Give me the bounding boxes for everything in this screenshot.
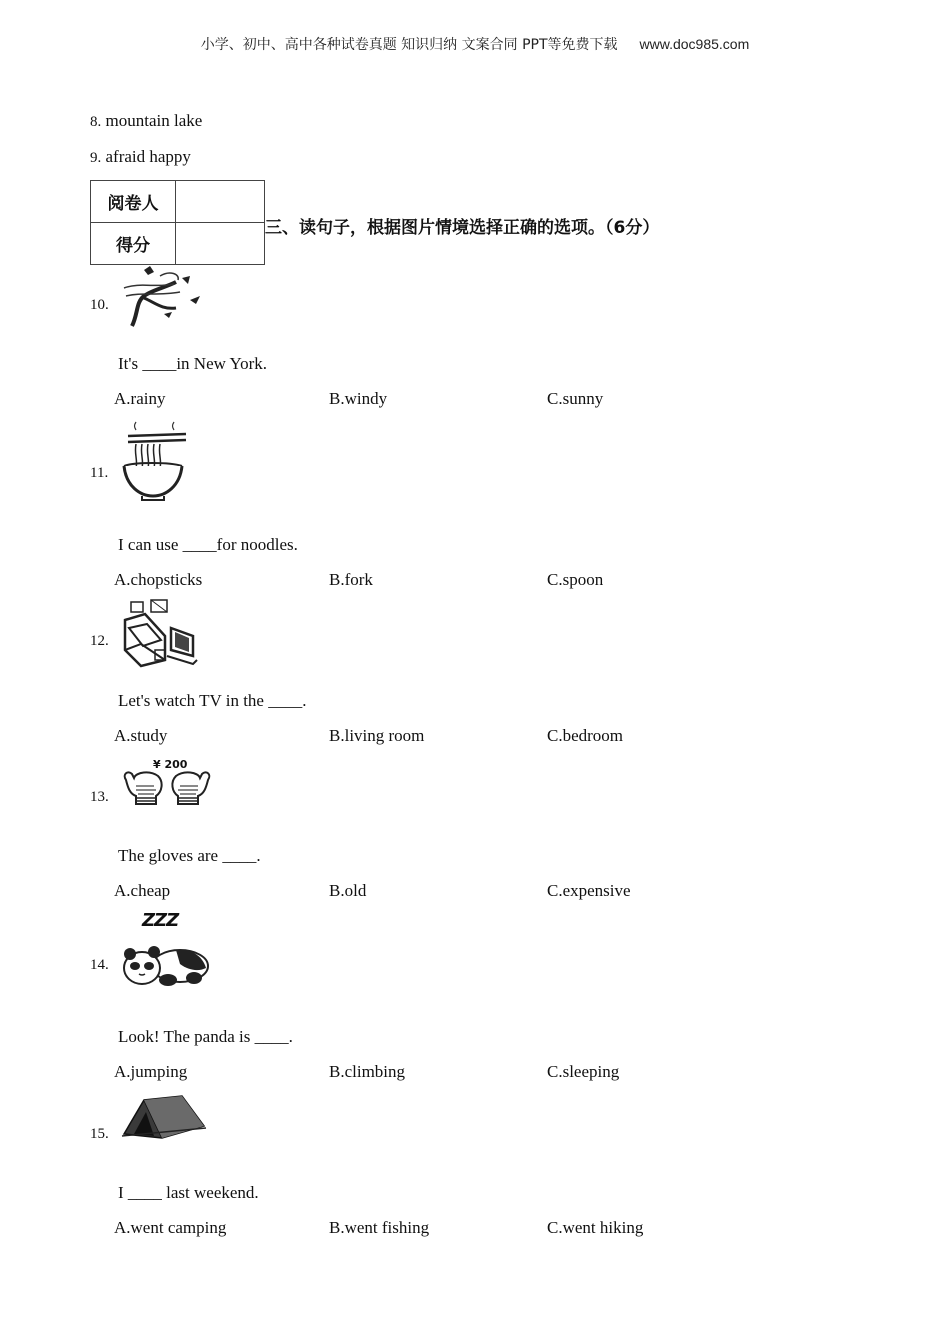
option-letter: C. bbox=[547, 1218, 563, 1237]
option-letter: B. bbox=[329, 881, 345, 900]
option-a[interactable] bbox=[114, 389, 165, 409]
option-letter: B. bbox=[329, 570, 345, 589]
option-text: chopsticks bbox=[130, 570, 203, 589]
option-text: went hiking bbox=[562, 1218, 644, 1237]
option-b[interactable] bbox=[329, 389, 387, 409]
living-room-icon bbox=[121, 600, 199, 670]
gloves-icon bbox=[122, 770, 212, 808]
header-site: www.doc985.com bbox=[639, 36, 750, 52]
option-b[interactable] bbox=[329, 726, 424, 746]
option-text: living room bbox=[344, 726, 425, 745]
option-text: sunny bbox=[562, 389, 604, 408]
option-text: sleeping bbox=[562, 1062, 620, 1081]
option-text: went camping bbox=[130, 1218, 227, 1237]
option-a[interactable] bbox=[114, 726, 167, 746]
score-cell bbox=[176, 223, 265, 265]
question-sentence: Look! The panda is ____. bbox=[118, 1027, 293, 1046]
answer-text: mountain lake bbox=[105, 111, 203, 130]
option-c[interactable] bbox=[547, 1218, 643, 1238]
reviewer-label: 阅卷人 bbox=[91, 181, 176, 223]
option-letter: A. bbox=[114, 881, 131, 900]
page-header bbox=[0, 34, 950, 54]
option-letter: A. bbox=[114, 726, 131, 745]
option-letter: C. bbox=[547, 1062, 563, 1081]
sleep-zzz-text: ZZZ bbox=[142, 910, 179, 931]
option-text: fork bbox=[344, 570, 373, 589]
answer-text: afraid happy bbox=[105, 147, 191, 166]
option-b[interactable] bbox=[329, 570, 373, 590]
option-c[interactable] bbox=[547, 1062, 619, 1082]
option-b[interactable] bbox=[329, 1218, 429, 1238]
option-letter: B. bbox=[329, 1062, 345, 1081]
option-c[interactable] bbox=[547, 389, 603, 409]
score-table bbox=[90, 180, 265, 265]
question-sentence: I can use ____for noodles. bbox=[118, 535, 298, 554]
question-sentence: The gloves are ____. bbox=[118, 846, 261, 865]
question-sentence: I ____ last weekend. bbox=[118, 1183, 259, 1202]
option-text: old bbox=[344, 881, 367, 900]
option-letter: A. bbox=[114, 389, 131, 408]
option-text: windy bbox=[344, 389, 388, 408]
option-text: jumping bbox=[130, 1062, 188, 1081]
sleeping-panda-icon bbox=[122, 942, 210, 988]
question-number: 14. bbox=[90, 957, 109, 973]
option-a[interactable] bbox=[114, 570, 202, 590]
reviewer-cell bbox=[176, 181, 265, 223]
question-number: 12. bbox=[90, 633, 109, 649]
answer-number: 8. bbox=[90, 114, 102, 130]
option-text: climbing bbox=[344, 1062, 406, 1081]
option-letter: C. bbox=[547, 726, 563, 745]
option-b[interactable] bbox=[329, 881, 366, 901]
question-sentence: It's ____in New York. bbox=[118, 354, 267, 373]
question-number: 13. bbox=[90, 789, 109, 805]
score-label: 得分 bbox=[91, 223, 176, 265]
answer-item-9 bbox=[90, 147, 191, 167]
noodle-bowl-icon bbox=[120, 420, 190, 502]
section-title: 三、读句子，根据图片情境选择正确的选项。（6分） bbox=[265, 218, 660, 238]
wind-tree-icon bbox=[120, 266, 206, 330]
option-text: rainy bbox=[130, 389, 166, 408]
option-b[interactable] bbox=[329, 1062, 405, 1082]
option-text: spoon bbox=[562, 570, 604, 589]
option-a[interactable] bbox=[114, 881, 170, 901]
question-number: 15. bbox=[90, 1126, 109, 1142]
option-letter: A. bbox=[114, 570, 131, 589]
question-number: 10. bbox=[90, 297, 109, 313]
option-text: expensive bbox=[562, 881, 631, 900]
option-c[interactable] bbox=[547, 570, 603, 590]
question-sentence: Let's watch TV in the ____. bbox=[118, 691, 307, 710]
question-number: 11. bbox=[90, 465, 109, 481]
option-letter: B. bbox=[329, 389, 345, 408]
option-letter: C. bbox=[547, 881, 563, 900]
option-letter: B. bbox=[329, 726, 345, 745]
option-text: went fishing bbox=[344, 1218, 430, 1237]
answer-item-8 bbox=[90, 111, 202, 131]
option-text: study bbox=[130, 726, 168, 745]
option-a[interactable] bbox=[114, 1218, 226, 1238]
option-text: cheap bbox=[130, 881, 171, 900]
option-a[interactable] bbox=[114, 1062, 187, 1082]
header-title: 小学、初中、高中各种试卷真题 知识归纳 文案合同 PPT等免费下载 bbox=[200, 37, 618, 53]
option-letter: B. bbox=[329, 1218, 345, 1237]
answer-number: 9. bbox=[90, 150, 102, 166]
option-c[interactable] bbox=[547, 726, 623, 746]
gloves-price-tag: ¥ 200 bbox=[153, 758, 188, 771]
option-letter: C. bbox=[547, 570, 563, 589]
tent-icon bbox=[122, 1094, 206, 1140]
option-letter: C. bbox=[547, 389, 563, 408]
option-c[interactable] bbox=[547, 881, 631, 901]
option-text: bedroom bbox=[562, 726, 624, 745]
option-letter: A. bbox=[114, 1062, 131, 1081]
option-letter: A. bbox=[114, 1218, 131, 1237]
